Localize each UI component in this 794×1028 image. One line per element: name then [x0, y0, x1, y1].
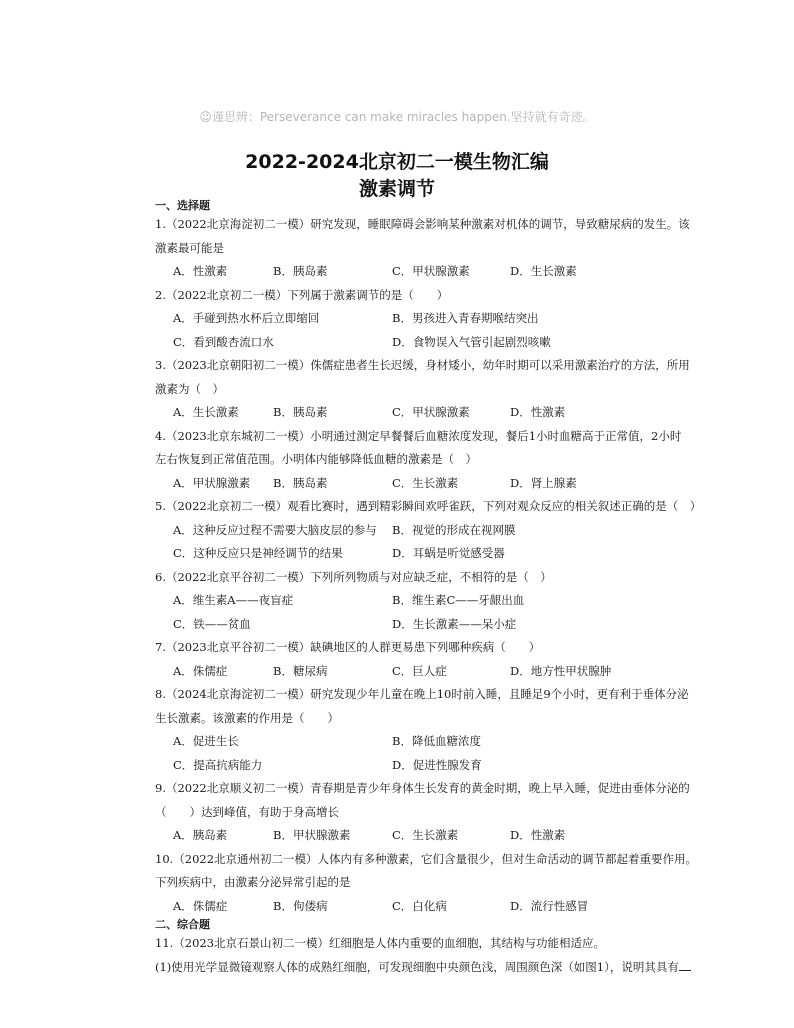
option-row: [155, 613, 715, 637]
section-heading-comprehensive: 二、综合题: [155, 918, 210, 931]
answer-option[interactable]: D．促进性腺发育: [392, 757, 482, 772]
answer-option[interactable]: A．性激素: [173, 264, 228, 278]
answer-option[interactable]: A．维生素A——夜盲症: [173, 593, 294, 607]
page-title: 2022-2024北京初二一模生物汇编: [245, 151, 549, 173]
answer-option[interactable]: B．胰岛素: [273, 264, 328, 278]
answer-option[interactable]: A．这种反应过程不需要大脑皮层的参与: [173, 522, 377, 537]
answer-option[interactable]: A．生长激素: [173, 405, 239, 419]
answer-option[interactable]: D．地方性甲状腺肿: [510, 663, 612, 678]
option-row: [155, 589, 715, 613]
question-stem-line: 激素为（ ）: [155, 381, 224, 396]
question-stem-line: 激素最可能是: [155, 240, 224, 255]
answer-option[interactable]: C．生长激素: [392, 475, 459, 490]
answer-option[interactable]: A．促进生长: [173, 734, 239, 748]
answer-option[interactable]: D．肾上腺素: [510, 475, 577, 490]
answer-option[interactable]: D．耳蜗是听觉感受器: [392, 546, 505, 560]
answer-option[interactable]: B．维生素C——牙龈出血: [392, 593, 525, 607]
answer-option[interactable]: D．性激素: [510, 828, 566, 842]
answer-option[interactable]: A．手碰到热水杯后立即缩回: [173, 311, 320, 325]
question-stem-line: 1.（2022北京海淀初二一模）研究发现，睡眠障碍会影响某种激素对机体的调节，导致糖尿病的发生。该: [155, 217, 690, 231]
answer-option[interactable]: C．甲状腺激素: [392, 405, 470, 419]
answer-option[interactable]: C．白化病: [392, 898, 447, 913]
answer-option[interactable]: B．胰岛素: [273, 405, 328, 419]
question-stem-line: 10.（2022北京通州初二一模）人体内有多种激素，它们含量很少，但对生命活动的调节都起着重要作用。: [155, 851, 698, 866]
option-row: [155, 472, 715, 496]
question-item: [155, 425, 715, 496]
answer-option[interactable]: D．食物误入气管引起剧烈咳嗽: [392, 334, 551, 349]
question-item: [155, 636, 715, 683]
question-stem-line: 左右恢复到正常值范围。小明体内能够降低血糖的激素是（ ）: [155, 452, 477, 466]
answer-option[interactable]: B．佝偻病: [273, 898, 328, 913]
question-stem-line: 下列疾病中，由激素分泌异常引起的是: [155, 875, 351, 889]
question-stem-line: 5.（2022北京初二一模）观看比赛时，遇到精彩瞬间欢呼雀跃，下列对观众反应的相关叙述正确的是（ ）: [155, 499, 702, 513]
answer-option[interactable]: B．胰岛素: [273, 475, 328, 490]
answer-option[interactable]: B．甲状腺激素: [273, 828, 351, 842]
answer-option[interactable]: A．侏儒症: [173, 663, 228, 678]
section-heading-choice: 一、选择题: [155, 199, 210, 212]
question-item: [155, 566, 715, 637]
option-row: [155, 401, 715, 425]
answer-option[interactable]: C．铁——贫血: [173, 616, 251, 631]
answer-option[interactable]: D．生长激素——呆小症: [392, 616, 517, 631]
answer-option[interactable]: C．这种反应只是神经调节的结果: [173, 546, 343, 560]
question-stem-line: 6.（2022北京平谷初二一模）下列所列物质与对应缺乏症，不相符的是（ ）: [155, 569, 552, 584]
option-row: [155, 824, 715, 848]
question-item: [155, 495, 715, 566]
answer-option[interactable]: B．糖尿病: [273, 663, 328, 678]
answer-option[interactable]: C．巨人症: [392, 663, 447, 678]
answer-option[interactable]: D．生长激素: [510, 264, 577, 278]
answer-blank[interactable]: [679, 958, 691, 971]
answer-option[interactable]: A．胰岛素: [173, 828, 228, 842]
question-stem-line: 2.（2022北京初二一模）下列属于激素调节的是（ ）: [155, 287, 449, 302]
answer-option[interactable]: C．看到酸杏流口水: [173, 334, 274, 349]
answer-option[interactable]: D．流行性感冒: [510, 898, 589, 913]
option-row: [155, 754, 715, 778]
question-item: [155, 213, 715, 284]
answer-option[interactable]: C．生长激素: [392, 828, 459, 842]
question-stem-line: 4.（2023北京东城初二一模）小明通过测定早餐餐后血糖浓度发现，餐后1小时血糖高于正常值，2小时: [155, 428, 682, 443]
question-item: [155, 683, 715, 777]
answer-option[interactable]: C．提高抗病能力: [173, 757, 263, 772]
page-subtitle: 激素调节: [358, 178, 435, 200]
option-row: [155, 895, 715, 919]
question-stem-line: 3.（2023北京朝阳初二一模）侏儒症患者生长迟缓，身材矮小，幼年时期可以采用激素治疗的方法，所用: [155, 358, 690, 372]
question-stem-line: （ ）达到峰值，有助于身高增长: [155, 804, 339, 819]
answer-option[interactable]: C．甲状腺激素: [392, 264, 470, 278]
question-11-text: (1)使用光学显微镜观察人体的成熟红细胞，可发现细胞中央颜色浅，周围颜色深（如图1），说明其具有: [155, 959, 679, 974]
question-item: [155, 777, 715, 848]
option-row: [155, 519, 715, 543]
answer-option[interactable]: B．降低血糖浓度: [392, 734, 481, 748]
question-11-line-2: [155, 956, 715, 980]
option-row: [155, 260, 715, 284]
question-stem-line: 生长激素。该激素的作用是（ ）: [155, 710, 339, 725]
question-list: [155, 213, 715, 918]
option-row: [155, 730, 715, 754]
answer-option[interactable]: D．性激素: [510, 405, 566, 419]
option-row: [155, 331, 715, 355]
question-item: [155, 848, 715, 919]
question-stem-line: 8.（2024北京海淀初二一模）研究发现少年儿童在晚上10时前入睡，且睡足9个小时，更有利于垂体分泌: [155, 687, 689, 701]
question-stem-line: 9.（2022北京顺义初二一模）青春期是青少年身体生长发育的黄金时期，晚上早入睡，促进由垂体分泌的: [155, 781, 690, 795]
watermark-text: ☺谨思辨：Perseverance can make miracles happen.坚持就有奇迹。: [199, 110, 595, 124]
answer-option[interactable]: A．甲状腺激素: [173, 475, 251, 490]
question-item: [155, 284, 715, 355]
option-row: [155, 542, 715, 566]
option-row: [155, 660, 715, 684]
option-row: [155, 307, 715, 331]
question-item: [155, 354, 715, 425]
answer-option[interactable]: A．侏儒症: [173, 898, 228, 913]
answer-option[interactable]: B．视觉的形成在视网膜: [392, 522, 516, 537]
answer-option[interactable]: B．男孩进入青春期喉结突出: [392, 311, 539, 325]
question-11-line-1: 11.（2023北京石景山初二一模）红细胞是人体内重要的血细胞，其结构与功能相适应。: [155, 936, 606, 950]
question-stem-line: 7.（2023北京平谷初二一模）缺碘地区的人群更易患下列哪种疾病（ ）: [155, 640, 541, 654]
question-content: [155, 199, 715, 979]
